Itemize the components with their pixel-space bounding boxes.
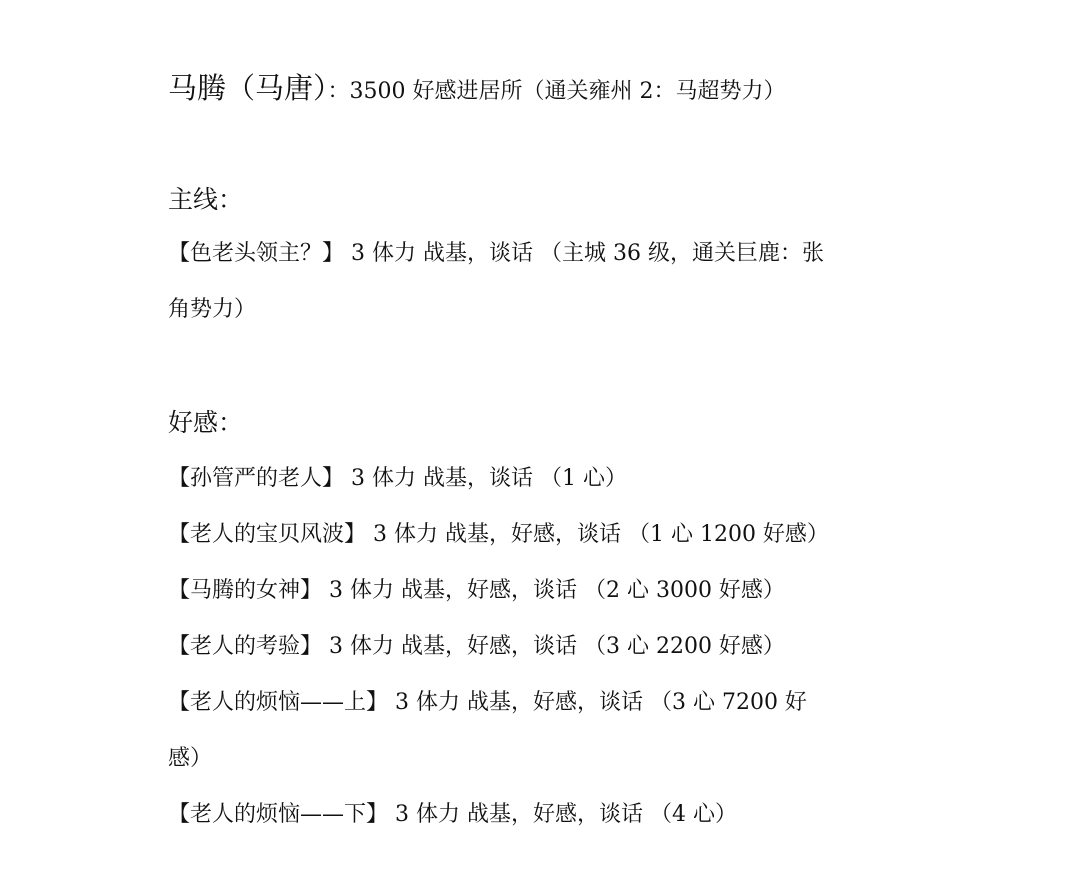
affinity-quest-line: 【老人的烦恼——上】 3 体力 战基，好感，谈话 （3 心 7200 好 [168, 690, 807, 715]
main-quest-line: 【色老头领主？】 3 体力 战基，谈话 （主城 36 级，通关巨鹿：张 [168, 241, 824, 266]
affinity-quest-line: 【孙管严的老人】 3 体力 战基，谈话 （1 心） [168, 466, 627, 491]
main-quest-heading: 主线： [168, 185, 244, 214]
title-detail: ：3500 好感进居所（通关雍州 2：马超势力） [327, 79, 786, 104]
document-title [168, 68, 786, 113]
affinity-heading: 好感： [168, 408, 244, 437]
affinity-quest-line: 感） [168, 746, 213, 771]
character-name: 马腾（马唐） [168, 71, 328, 105]
affinity-quest-line: 【马腾的女神】 3 体力 战基，好感，谈话 （2 心 3000 好感） [168, 578, 785, 603]
affinity-quest-line: 【老人的烦恼——下】 3 体力 战基，好感，谈话 （4 心） [168, 802, 737, 827]
affinity-quest-line: 【老人的宝贝风波】 3 体力 战基，好感，谈话 （1 心 1200 好感） [168, 522, 829, 547]
affinity-quest-line: 【老人的考验】 3 体力 战基，好感，谈话 （3 心 2200 好感） [168, 634, 785, 659]
main-quest-line: 角势力） [168, 297, 257, 322]
